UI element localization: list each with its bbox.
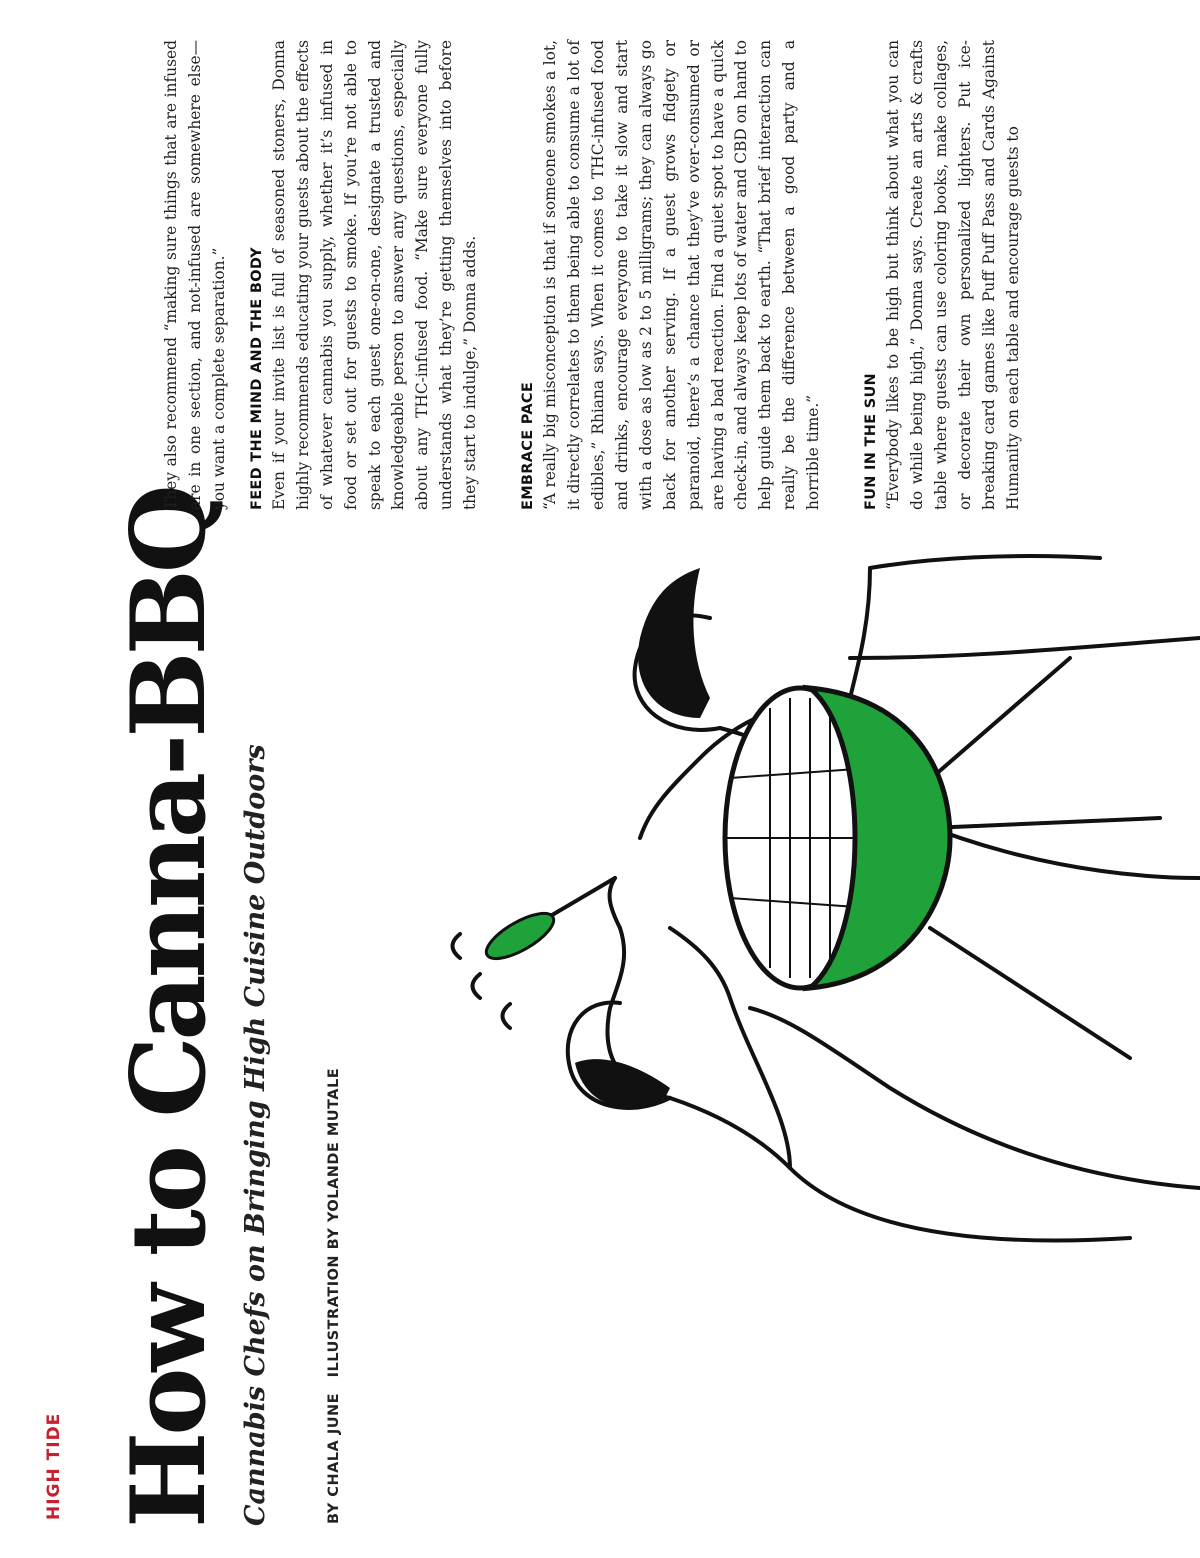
- section-heading: FUN IN THE SUN: [862, 373, 879, 510]
- section-heading: FEED THE MIND AND THE BODY: [248, 247, 265, 510]
- article-title: How to Canna-BBQ: [109, 488, 229, 1528]
- section-heading: EMBRACE PACE: [519, 381, 536, 510]
- figure-right-torso: [850, 638, 1200, 658]
- body-column-1: [160, 40, 483, 510]
- figure-left-outline: [608, 928, 1131, 1240]
- section-paragraph: Even if your invite list is full of seasoned stoners, Donna highly recommends educating your guests about the effects of whatever cannabis you supply, whether it’s infused in food or set out for guests to smoke. If you’re not able to speak to each guest one-on-one, designate a trusted and knowledgeable person to answer any questions, especially about any THC-infused food. “Make sure everyone fully understands what they’re getting themselves into before they start to indulge,” Donna adds.: [270, 40, 480, 510]
- bbq-illustration: [370, 518, 1200, 1258]
- figure-left-hand: [610, 878, 620, 928]
- article-body: [160, 40, 1060, 510]
- section-paragraph: “A really big misconception is that if someone smokes a lot, it directly correlates to them being able to consume a lot of edibles,” Rhiana says. When it comes to THC-infused food and drinks, encourage everyone to take it slow and start with a dose as low as 2 to 5 milligrams; they can always go back for another serving. If a guest grows fidgety or paranoid, there’s a chance that they’ve over-consumed or are having a bad reaction. Find a quiet spot to have a quick check-in, and always keep lots of water and CBD on hand to help guide them back to earth. “That brief interaction can really be the difference between a good party and a horrible time.”: [541, 40, 823, 510]
- byline-illustrator: ILLUSTRATION BY YOLANDE MUTALE: [326, 1067, 342, 1378]
- section-paragraph: “Everybody likes to be high but think about what you can do while being high,” Donna says. Create an arts & crafts table where guests can use coloring books, make collages, or decorate their own personalized lighters. Put ice-breaking card games like Puff Puff Pass and Cards Against Humanity on each table and encourage guests to: [884, 40, 1022, 510]
- smoke-mark-3: [453, 934, 461, 958]
- figure-left-hair: [575, 1059, 670, 1108]
- grill-leg-3: [920, 658, 1070, 788]
- intro-paragraph: They also recommend “making sure things that are infused are in one section, and not-infused are somewhere else—you want a complete separation.”: [162, 40, 228, 510]
- grill-leg-1: [930, 928, 1130, 1058]
- bbq-illustration-drawing: [370, 518, 1200, 1258]
- byline-author: BY CHALA JUNE: [326, 1392, 342, 1524]
- body-column-3: [860, 40, 1026, 510]
- fork-food: [480, 905, 560, 967]
- smoke-mark-1: [503, 1004, 511, 1028]
- figure-right-arm-2: [870, 556, 1100, 568]
- byline: [326, 1068, 342, 1524]
- figure-right-hair: [638, 568, 710, 718]
- grill-leg-2: [930, 818, 1160, 828]
- smoke-mark-2: [473, 974, 481, 998]
- figure-left-body: [750, 1008, 1200, 1188]
- section-kicker: HIGH TIDE: [44, 1412, 64, 1520]
- article-subtitle: Cannabis Chefs on Bringing High Cuisine Outdoors: [240, 744, 271, 1526]
- body-column-2: [517, 40, 826, 510]
